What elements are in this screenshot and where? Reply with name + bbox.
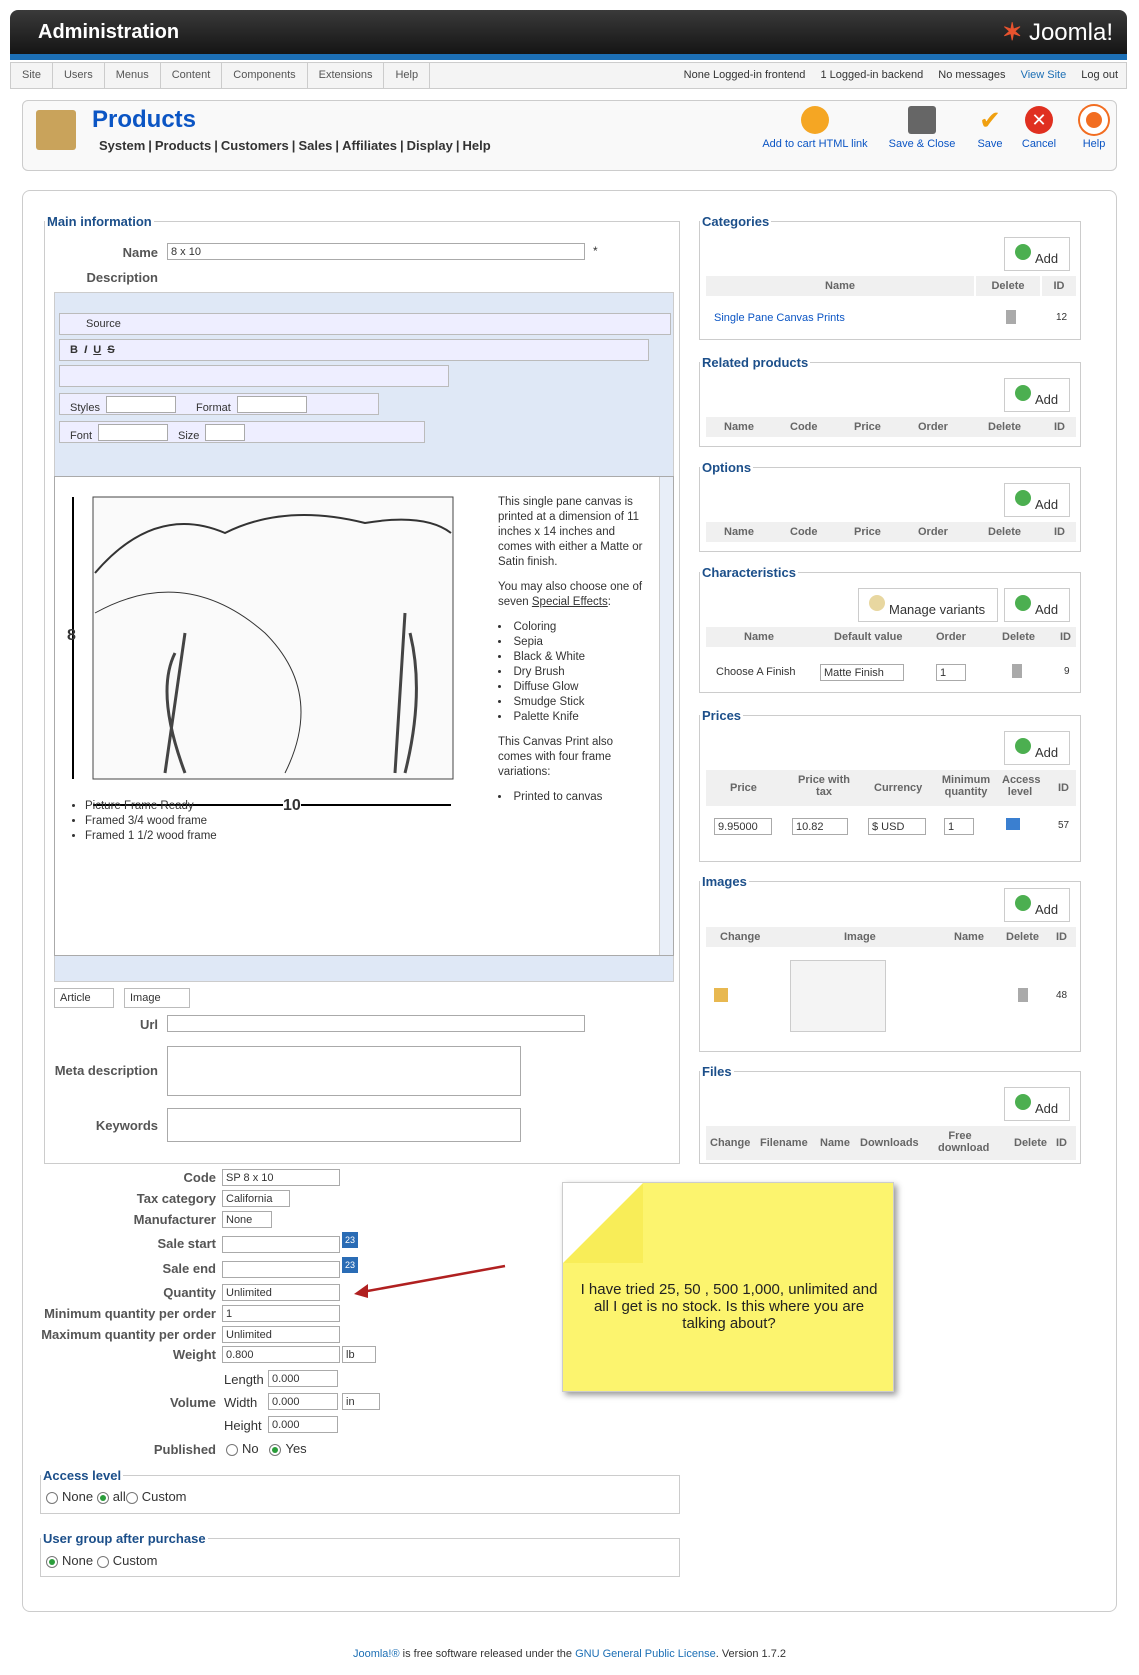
size-label: Size [178, 430, 200, 442]
prices-legend: Prices [702, 708, 742, 723]
trash-icon[interactable] [1006, 310, 1016, 324]
width-input[interactable]: 0.000 [268, 1393, 338, 1410]
variants-icon [869, 595, 885, 611]
sale-start-label: Sale start [157, 1236, 216, 1251]
manufacturer-select[interactable]: None [222, 1211, 272, 1228]
calendar-icon[interactable]: 23 [342, 1257, 358, 1273]
name-input[interactable]: 8 x 10 [167, 243, 585, 260]
submenu-customers[interactable]: Customers [220, 138, 289, 153]
joomla-logo: ✶ Joomla! [1002, 19, 1113, 46]
quantity-input[interactable]: Unlimited [222, 1284, 340, 1301]
category-id: 12 [1056, 312, 1068, 323]
image-id: 48 [1056, 990, 1068, 1001]
menu-help[interactable]: Help [384, 63, 430, 88]
access-none-radio[interactable] [46, 1492, 58, 1504]
size-select[interactable] [205, 424, 245, 441]
submenu-products[interactable]: Products [154, 138, 212, 153]
col-delete: Delete [976, 276, 1040, 296]
related-add-button[interactable]: Add [1004, 378, 1070, 412]
volume-unit-select[interactable]: in [342, 1393, 380, 1410]
required-mark: * [593, 244, 598, 258]
order-input[interactable]: 1 [936, 664, 966, 681]
sale-end-label: Sale end [162, 1261, 216, 1276]
sale-end-input[interactable] [222, 1261, 340, 1278]
options-legend: Options [702, 460, 752, 475]
trash-icon[interactable] [1012, 664, 1022, 678]
usergroup-custom-radio[interactable] [97, 1556, 109, 1568]
height-label: Height [224, 1418, 262, 1433]
check-icon: ✔ [979, 105, 1001, 135]
length-input[interactable]: 0.000 [268, 1370, 338, 1387]
currency-select[interactable]: $ USD [868, 818, 926, 835]
messages-status[interactable]: No messages [938, 69, 1006, 81]
page-title: Products [92, 106, 197, 133]
editor-document[interactable] [54, 476, 674, 956]
canvas-sketch-image [65, 493, 455, 813]
plus-icon [1015, 595, 1031, 611]
submenu-help[interactable]: Help [462, 138, 491, 153]
footer: Joomla!® is free software released under the GNU General Public License. Version 1.7.2 [352, 1648, 787, 1660]
images-header: Change Image Name Delete ID [706, 927, 1076, 947]
main-menu [10, 62, 1127, 89]
menu-extensions[interactable]: Extensions [308, 63, 385, 88]
options-add-button[interactable]: Add [1004, 483, 1070, 517]
product-description-text: This single pane canvas is printed at a dimension of 11 inches x 14 inches and comes with either a Matte or Satin finish. You may also choose one of seven Special Effects: • Coloring • Sepia • Black & White • Dry Brush • Diffuse Glow • Smudge Stick • Palette Knife This Canvas Print also comes with four frame variations: • Printed to canvas [498, 495, 646, 805]
category-link[interactable]: Single Pane Canvas Prints [714, 312, 845, 324]
height-input[interactable]: 0.000 [268, 1416, 338, 1433]
editor-toolbar-row3 [59, 365, 449, 387]
arrow-up-icon [801, 106, 829, 134]
max-quantity-label: Maximum quantity per order [41, 1327, 216, 1342]
access-level-legend: Access level [43, 1468, 122, 1483]
source-button[interactable]: Source [86, 318, 121, 330]
tax-category-select[interactable]: California [222, 1190, 290, 1207]
effects-list: • Coloring • Sepia • Black & White • Dry Brush • Diffuse Glow • Smudge Stick • Palette Knife [498, 620, 646, 725]
manage-variants-button[interactable]: Manage variants [858, 588, 998, 622]
plus-icon [1015, 1094, 1031, 1110]
characteristic-id: 9 [1064, 666, 1070, 677]
url-label: Url [139, 1017, 158, 1032]
width-dimension: 10 [283, 797, 301, 814]
characteristic-name: Choose A Finish [716, 666, 796, 678]
user-group-radios: None Custom [46, 1553, 158, 1568]
characteristics-legend: Characteristics [702, 565, 796, 580]
admin-title: Administration [38, 21, 180, 43]
image-thumbnail [790, 960, 886, 1032]
quantity-label: Quantity [163, 1285, 216, 1300]
min-quantity-input[interactable]: 1 [222, 1305, 340, 1322]
related-legend: Related products [702, 355, 809, 370]
files-legend: Files [702, 1064, 732, 1079]
format-select[interactable] [237, 396, 307, 413]
length-label: Length [224, 1372, 264, 1387]
price-with-tax-input[interactable]: 10.82 [792, 818, 848, 835]
url-input[interactable] [167, 1015, 585, 1032]
code-label: Code [183, 1170, 216, 1185]
status-bar [672, 63, 1118, 88]
files-add-button[interactable]: Add [1004, 1087, 1070, 1121]
characteristics-header: Name Default value Order Delete ID [706, 627, 1076, 647]
disk-icon [908, 106, 936, 134]
products-icon [36, 110, 76, 150]
images-add-button[interactable]: Add [1004, 888, 1070, 922]
help-button[interactable]: Help [1074, 106, 1114, 150]
related-header: Name Code Price Order Delete ID [706, 417, 1076, 437]
published-radios: No Yes [226, 1441, 307, 1456]
height-dimension: 8 [67, 627, 76, 644]
price-id: 57 [1058, 820, 1070, 831]
sale-start-input[interactable] [222, 1236, 340, 1253]
bold-button[interactable]: B I U S [70, 344, 115, 356]
published-label: Published [153, 1442, 216, 1457]
min-quantity-price-input[interactable]: 1 [944, 818, 974, 835]
image-button[interactable]: Image [124, 988, 190, 1008]
files-header: Change Filename Name Downloads Free download Delete ID [706, 1126, 1076, 1160]
characteristics-add-button[interactable]: Add [1004, 588, 1070, 622]
width-label: Width [224, 1395, 258, 1410]
red-arrow-annotation [350, 1262, 510, 1298]
price-input[interactable]: 9.95000 [714, 818, 772, 835]
view-site-link[interactable]: View Site [1020, 69, 1067, 81]
font-label: Font [70, 430, 93, 442]
submenu-sales[interactable]: Sales [298, 138, 333, 153]
menu-users[interactable]: Users [53, 63, 105, 88]
weight-unit-select[interactable]: lb [342, 1346, 376, 1363]
code-input[interactable]: SP 8 x 10 [222, 1169, 340, 1186]
header-accent [10, 54, 1127, 60]
manufacturer-label: Manufacturer [133, 1212, 216, 1227]
plus-icon [1015, 738, 1031, 754]
frontend-status: None Logged-in frontend [683, 69, 806, 81]
special-effects-link[interactable]: Special Effects [531, 596, 608, 608]
main-info-legend: Main information [47, 214, 152, 229]
keywords-label: Keywords [95, 1118, 158, 1133]
backend-status: 1 Logged-in backend [820, 69, 924, 81]
plus-icon [1015, 895, 1031, 911]
save-close-button[interactable]: Save & Close [884, 106, 960, 150]
article-button[interactable]: Article [54, 988, 114, 1008]
submenu-system[interactable]: System [99, 138, 146, 153]
cancel-button[interactable]: ✕ Cancel [1016, 106, 1062, 150]
options-header: Name Code Price Order Delete ID [706, 522, 1076, 542]
editor-toolbar-row2 [59, 339, 649, 361]
editor-toolbar-row5 [59, 421, 425, 443]
trash-icon[interactable] [1018, 988, 1028, 1002]
submenu-display[interactable]: Display [406, 138, 453, 153]
calendar-icon[interactable]: 23 [342, 1232, 358, 1248]
default-value-select[interactable]: Matte Finish [820, 664, 904, 681]
frames-list: • Picture Frame Ready • Framed 3/4 wood frame • Framed 1 1/2 wood frame [69, 799, 217, 844]
close-icon: ✕ [1025, 106, 1053, 134]
menu-components[interactable]: Components [222, 63, 307, 88]
published-yes-radio[interactable] [269, 1444, 281, 1456]
save-button[interactable]: ✔ Save [977, 105, 1003, 150]
editor-toolbar-row4 [59, 393, 379, 415]
meta-description-input[interactable] [167, 1046, 521, 1096]
styles-label: Styles [70, 402, 100, 414]
plus-icon [1015, 385, 1031, 401]
joomla-link[interactable]: Joomla!® [352, 1648, 400, 1660]
plus-icon [1015, 244, 1031, 260]
menu-content[interactable]: Content [161, 63, 223, 88]
categories-add-button[interactable]: Add [1004, 237, 1070, 271]
meta-description-label: Meta description [54, 1063, 158, 1078]
access-level-icon[interactable] [1006, 818, 1020, 830]
col-id: ID [1042, 276, 1076, 296]
access-level-radios: None all Custom [46, 1489, 187, 1504]
user-group-legend: User group after purchase [43, 1531, 206, 1546]
keywords-input[interactable] [167, 1108, 521, 1142]
published-no-radio[interactable] [226, 1444, 238, 1456]
format-label: Format [195, 402, 231, 414]
prices-header: Price Price with tax Currency Minimum quantity Access level ID [706, 770, 1076, 806]
max-quantity-input[interactable]: Unlimited [222, 1326, 340, 1343]
submenu-affiliates[interactable]: Affiliates [342, 138, 397, 153]
tax-category-label: Tax category [136, 1191, 216, 1206]
name-label: Name [122, 245, 158, 260]
admin-header [10, 10, 1127, 58]
access-custom-radio[interactable] [126, 1492, 138, 1504]
images-legend: Images [702, 874, 747, 889]
sub-menu: System | Products | Customers | Sales | Affiliates | Display | Help [96, 138, 494, 153]
menu-menus[interactable]: Menus [105, 63, 161, 88]
col-name: Name [706, 276, 974, 296]
editor-toolbar-row1 [59, 313, 671, 335]
plus-icon [1015, 490, 1031, 506]
lifebuoy-icon [1080, 106, 1108, 134]
volume-label: Volume [170, 1395, 216, 1410]
sticky-note [562, 1182, 894, 1392]
prices-add-button[interactable]: Add [1004, 731, 1070, 765]
styles-select[interactable] [106, 396, 176, 413]
editor-scrollbar[interactable] [659, 477, 673, 955]
font-select[interactable] [98, 424, 168, 441]
edit-icon[interactable] [714, 988, 728, 1002]
weight-input[interactable]: 0.800 [222, 1346, 340, 1363]
min-quantity-label: Minimum quantity per order [44, 1306, 216, 1321]
access-all-radio[interactable] [97, 1492, 109, 1504]
logout-link[interactable]: Log out [1081, 69, 1118, 81]
sticky-note-text: I have tried 25, 50 , 500 1,000, unlimited and all I get is no stock. Is this where you are talking about? [580, 1281, 878, 1332]
add-to-cart-link-button[interactable]: Add to cart HTML link [760, 106, 870, 150]
weight-label: Weight [172, 1347, 216, 1362]
categories-legend: Categories [702, 214, 770, 229]
usergroup-none-radio[interactable] [46, 1556, 58, 1568]
gpl-link[interactable]: GNU General Public License [575, 1648, 716, 1660]
description-label: Description [86, 270, 158, 285]
menu-site[interactable]: Site [11, 63, 53, 88]
